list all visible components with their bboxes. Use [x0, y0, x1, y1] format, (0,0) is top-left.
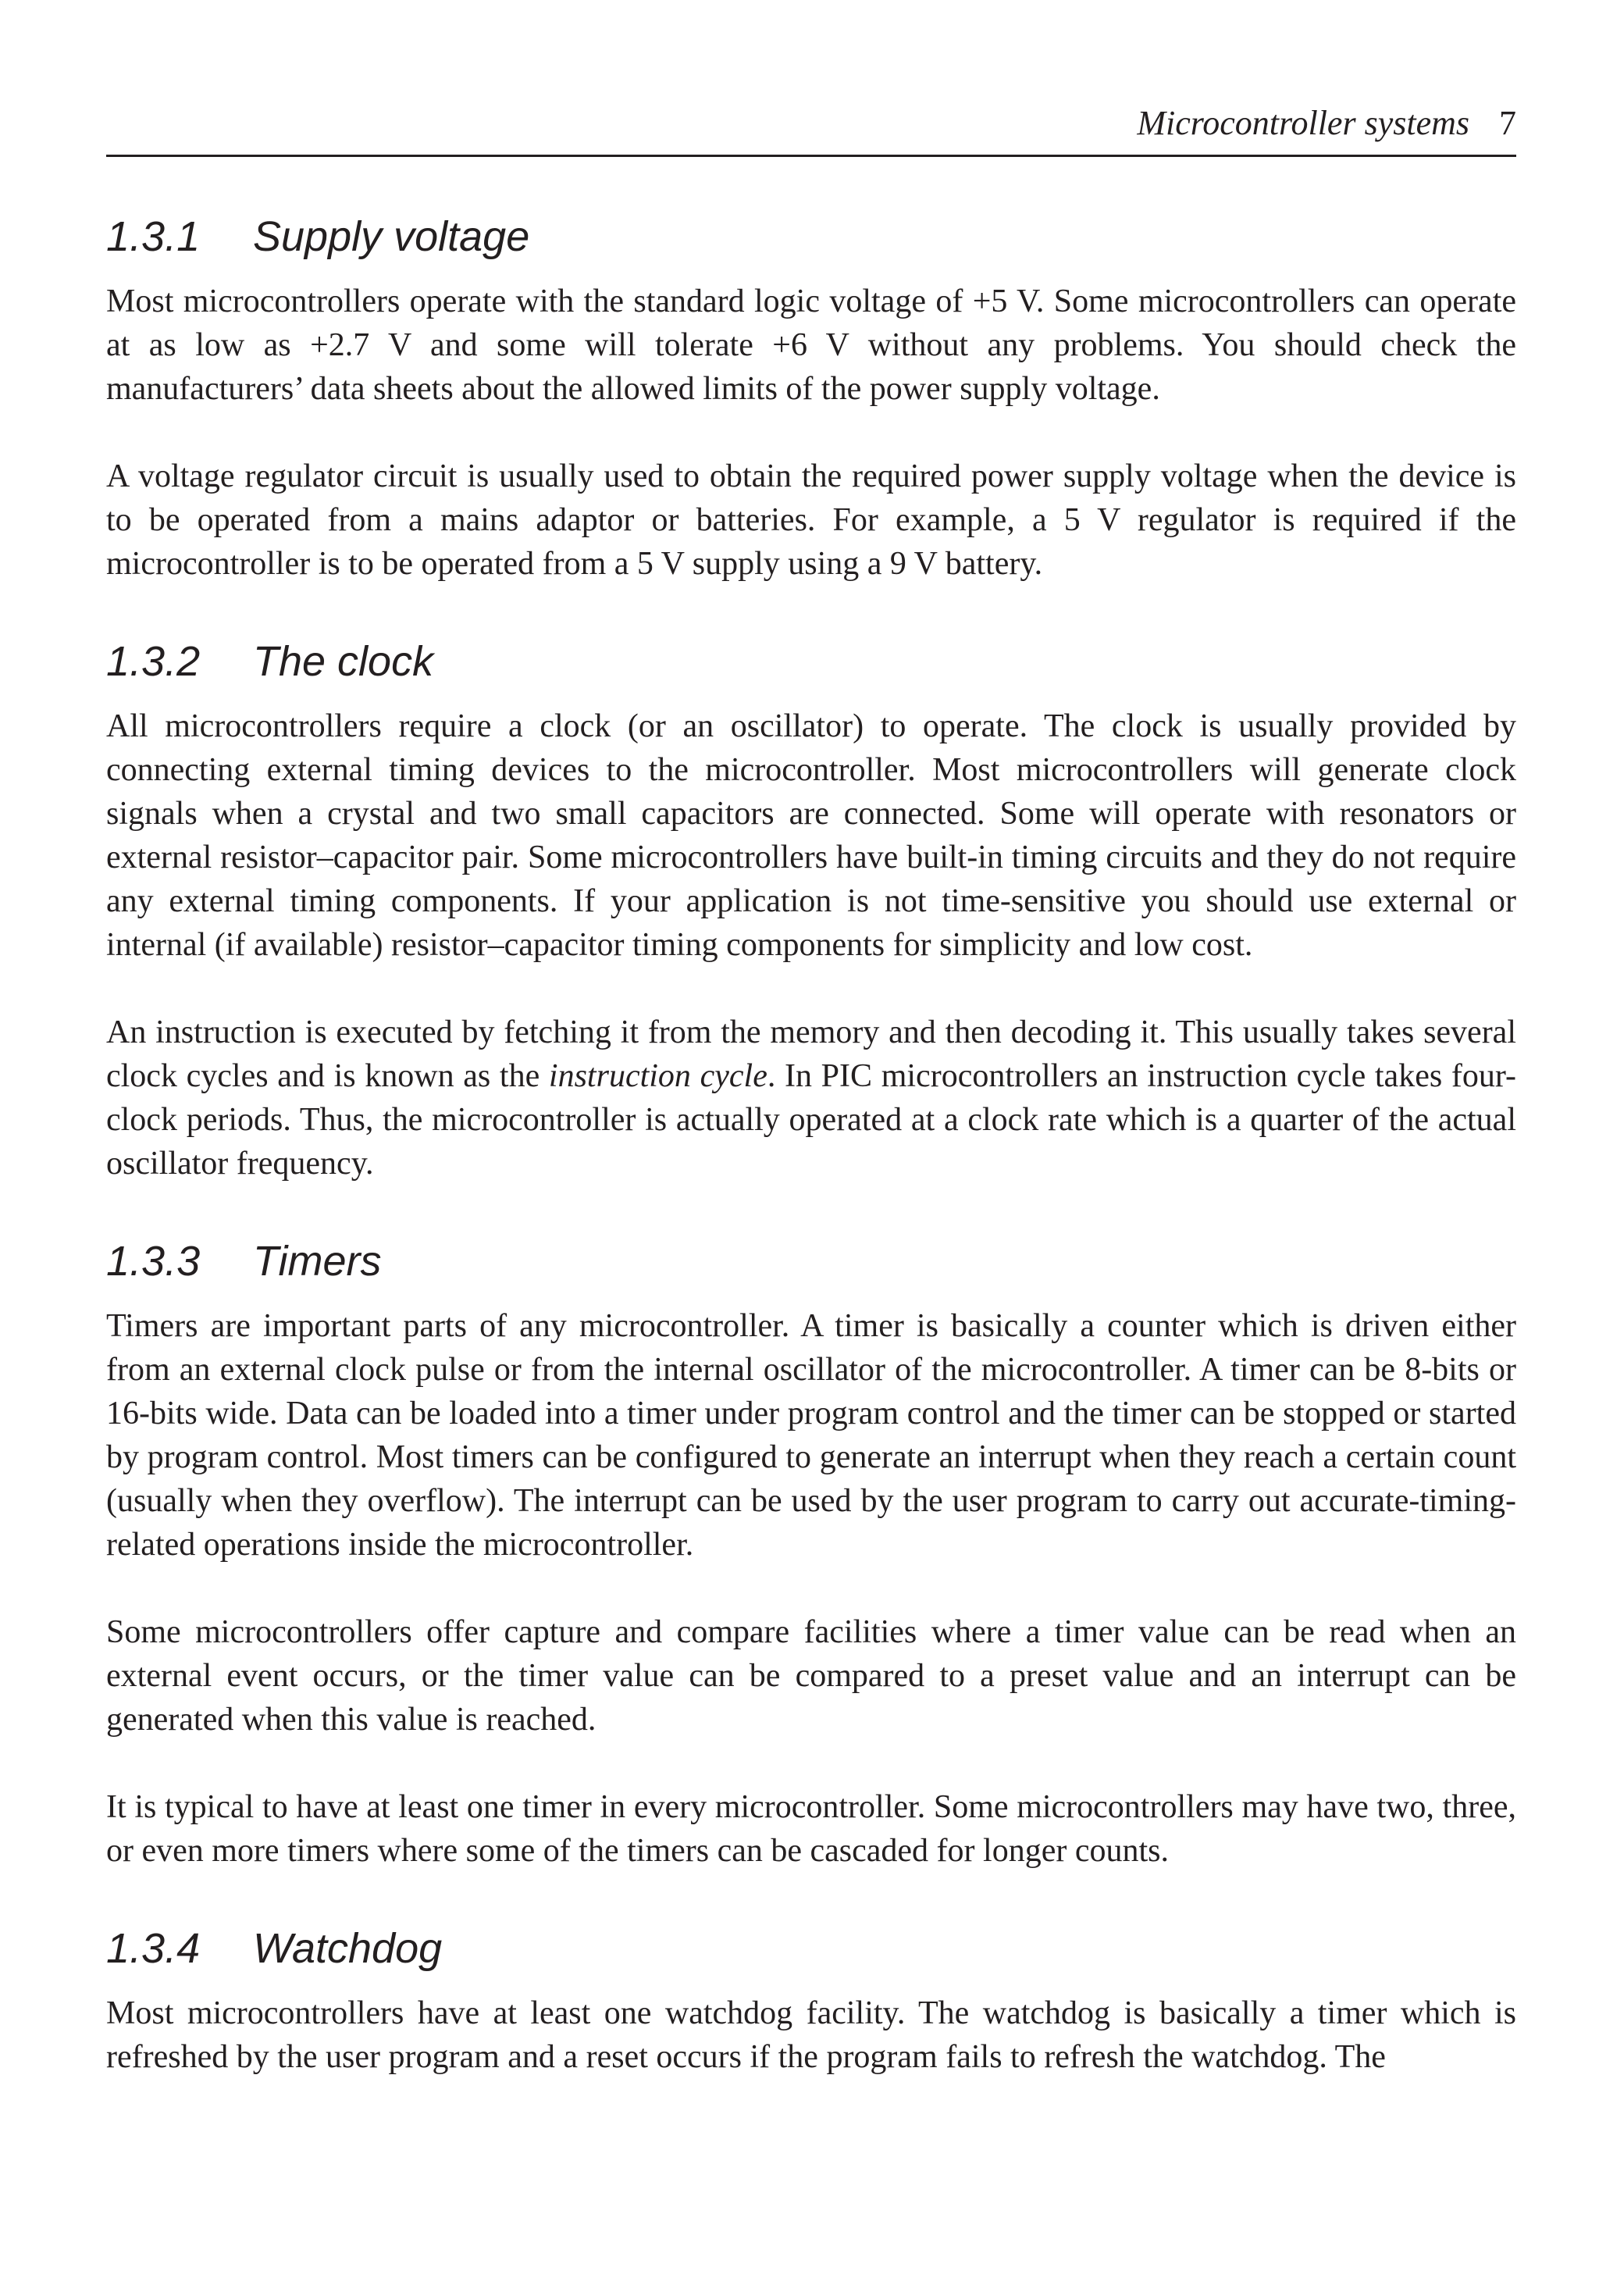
section-heading [106, 1234, 1516, 1289]
paragraph-text: . In PIC microcontrollers an instruction cycle takes four-clock periods. Thus, the microcontroller is actually operated at a clock rate which is a quarter of the actual oscillator frequency. [106, 1058, 1516, 1182]
section-number: 1.3.3 [106, 1238, 201, 1285]
section-the-clock [106, 634, 1516, 1185]
section-title: The clock [253, 638, 434, 685]
section-number: 1.3.1 [106, 213, 201, 260]
section-heading [106, 209, 1516, 264]
section-title: Timers [253, 1238, 382, 1285]
paragraph: It is typical to have at least one timer in every microcontroller. Some microcontrollers may have two, three, or even more timers where some of the timers can be cascaded for longer counts. [106, 1789, 1516, 1869]
section-title: Watchdog [253, 1925, 443, 1972]
section-watchdog [106, 1921, 1516, 2079]
paragraph: All microcontrollers require a clock (or an oscillator) to operate. The clock is usually provided by connecting external timing devices to the microcontroller. Most microcontrollers will generate clock signals when a crystal and two small capacitors are connected. Some will operate with resonators or external resistor–capacitor pair. Some microcontrollers have built-in timing circuits and they do not require any external timing components. If your application is not time-sensitive you should use external or internal (if available) resistor–capacitor timing components for simplicity and low cost. [106, 708, 1516, 963]
running-head-title: Microcontroller systems [1137, 104, 1469, 142]
page-number: 7 [1499, 104, 1516, 142]
section-number: 1.3.2 [106, 638, 201, 685]
paragraph: Timers are important parts of any microcontroller. A timer is basically a counter which is driven either from an external clock pulse or from the internal oscillator of the microcontroller. A timer can be 8-bits or 16-bits wide. Data can be loaded into a timer under program control and the timer can be stopped or started by program control. Most timers can be configured to generate an interrupt when they reach a certain count (usually when they overflow). The interrupt can be used by the user program to carry out accurate-timing-related operations inside the microcontroller. [106, 1308, 1516, 1563]
paragraph [106, 1011, 1516, 1185]
page-content [106, 209, 1516, 2079]
section-number: 1.3.4 [106, 1925, 201, 1972]
section-title: Supply voltage [253, 213, 530, 260]
book-page [106, 0, 1516, 2296]
emphasized-term: instruction cycle [548, 1058, 767, 1094]
paragraph: Most microcontrollers have at least one watchdog facility. The watchdog is basically a timer which is refreshed by the user program and a reset occurs if the program fails to refresh the watchdog. The [106, 1995, 1516, 2075]
paragraph: Some microcontrollers offer capture and compare facilities where a timer value can be read when an external event occurs, or the timer value can be compared to a preset value and an interrupt can be generated when this value is reached. [106, 1614, 1516, 1738]
section-heading [106, 634, 1516, 689]
paragraph: A voltage regulator circuit is usually used to obtain the required power supply voltage when the device is to be operated from a mains adaptor or batteries. For example, a 5 V regulator is required if the microcontroller is to be operated from a 5 V supply using a 9 V battery. [106, 458, 1516, 582]
running-head [106, 100, 1516, 157]
paragraph-text: An instruction is executed by fetching it from the memory and then decoding it. This usually takes several clock cycles and is known as the [106, 1014, 1516, 1094]
section-heading [106, 1921, 1516, 1976]
section-supply-voltage [106, 209, 1516, 586]
paragraph: Most microcontrollers operate with the standard logic voltage of +5 V. Some microcontrollers can operate at as low as +2.7 V and some will tolerate +6 V without any problems. You should check the manufacturers’ data sheets about the allowed limits of the power supply voltage. [106, 283, 1516, 407]
section-timers [106, 1234, 1516, 1873]
